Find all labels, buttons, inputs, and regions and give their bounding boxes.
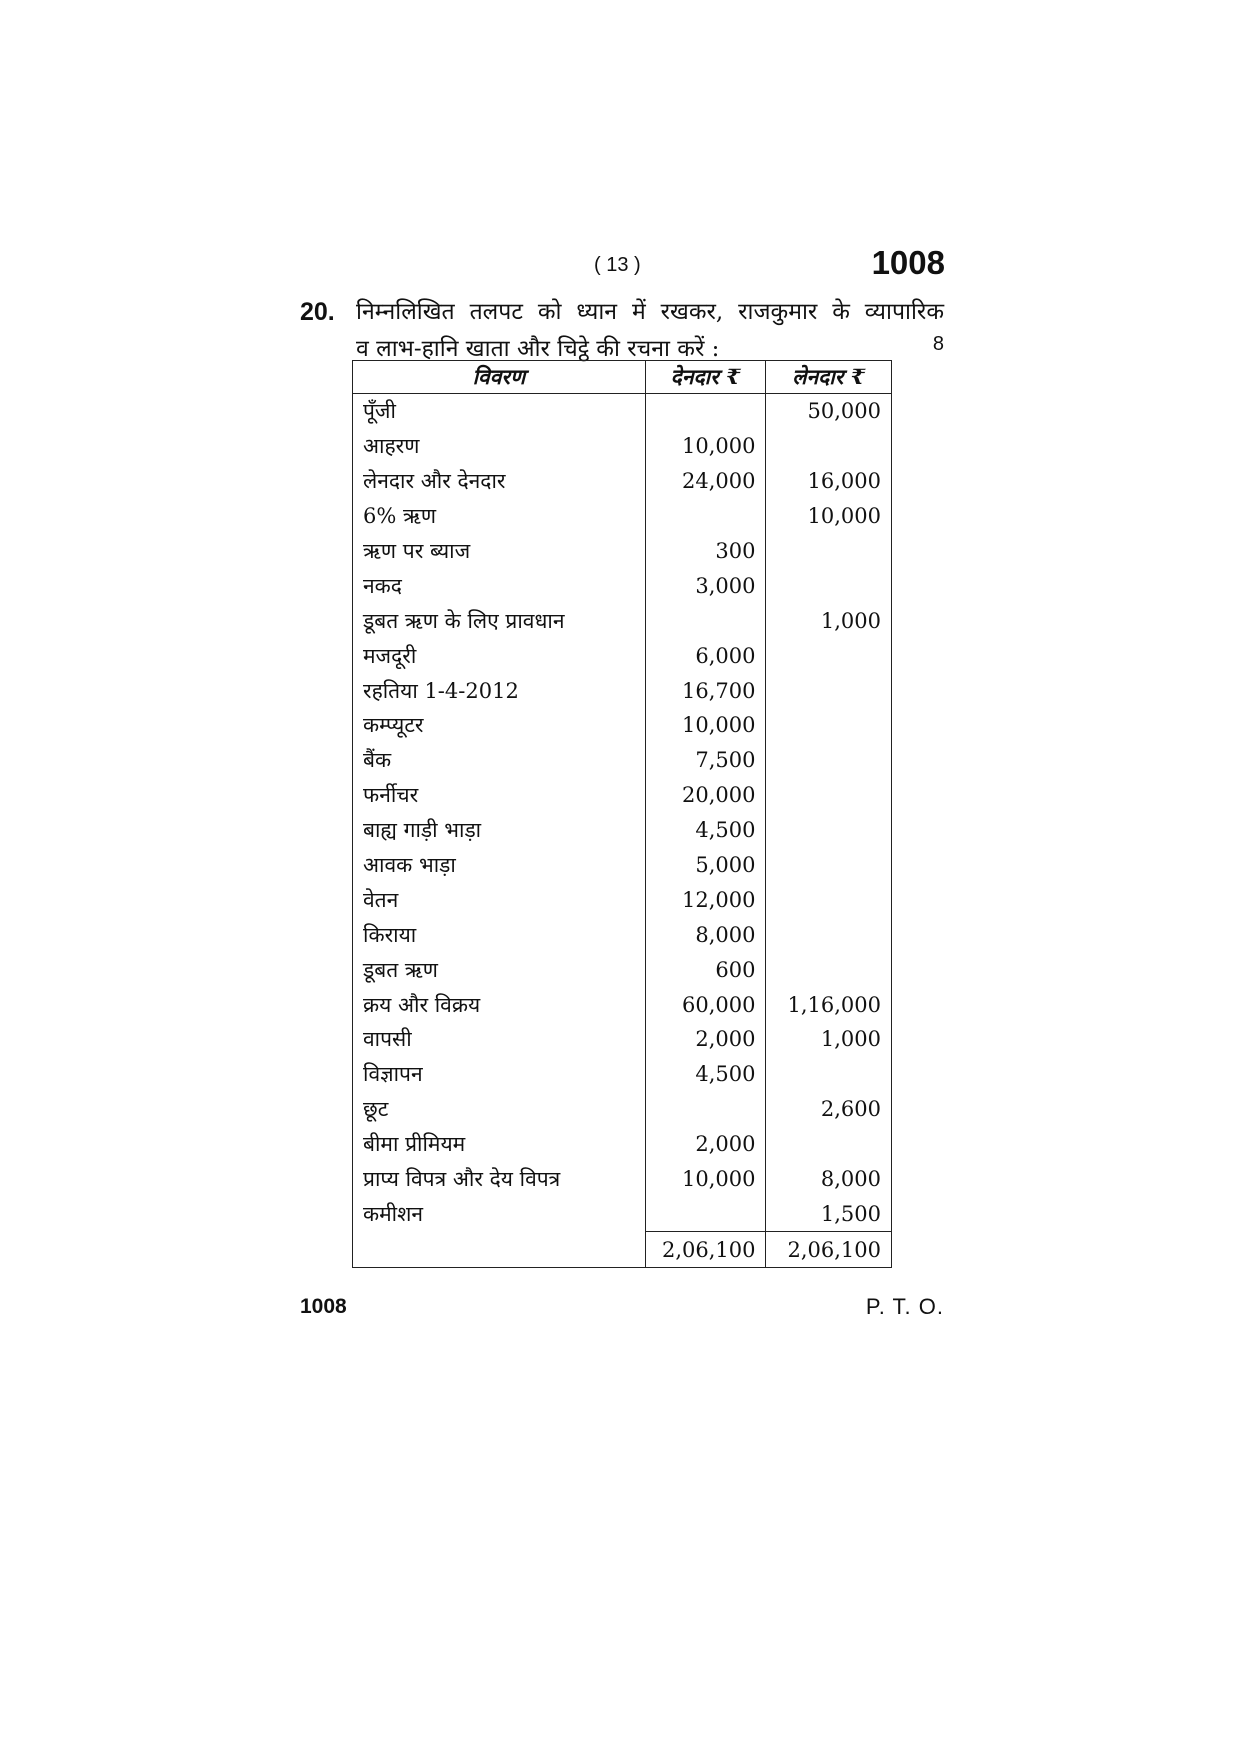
credit-cell <box>766 848 892 883</box>
table-header-row <box>353 361 892 394</box>
credit-cell <box>766 917 892 952</box>
table-row <box>353 743 892 778</box>
credit-cell: 10,000 <box>766 499 892 534</box>
table-row <box>353 1057 892 1092</box>
debit-cell: 2,000 <box>645 1022 766 1057</box>
question-number: 20. <box>300 298 335 326</box>
debit-cell <box>645 499 766 534</box>
table-row <box>353 673 892 708</box>
debit-cell <box>645 603 766 638</box>
column-header-debit: देनदार ₹ <box>645 361 766 394</box>
table-row <box>353 848 892 883</box>
particular-cell: आवक भाड़ा <box>353 848 646 883</box>
table-row <box>353 499 892 534</box>
page-number: ( 13 ) <box>594 254 641 276</box>
particular-cell: बाह्य गाड़ी भाड़ा <box>353 813 646 848</box>
column-header-particulars: विवरण <box>353 361 646 394</box>
credit-cell <box>766 568 892 603</box>
particular-cell <box>353 1232 646 1268</box>
debit-cell: 20,000 <box>645 778 766 813</box>
table-row <box>353 464 892 499</box>
credit-cell <box>766 952 892 987</box>
table-row <box>353 429 892 464</box>
particular-cell: रहतिया 1-4-2012 <box>353 673 646 708</box>
particular-cell: डूबत ऋण <box>353 952 646 987</box>
debit-cell: 3,000 <box>645 568 766 603</box>
credit-cell: 8,000 <box>766 1162 892 1197</box>
debit-cell: 300 <box>645 534 766 569</box>
debit-cell: 7,500 <box>645 743 766 778</box>
particular-cell: नकद <box>353 568 646 603</box>
particular-cell: 6% ऋण <box>353 499 646 534</box>
credit-cell: 2,06,100 <box>766 1232 892 1268</box>
credit-cell <box>766 429 892 464</box>
debit-cell: 6,000 <box>645 638 766 673</box>
credit-cell <box>766 673 892 708</box>
question-text-line-1: निम्नलिखित तलपट को ध्यान में रखकर, राजकुमार के व्यापारिक <box>356 299 944 325</box>
particular-cell: पूँजी <box>353 394 646 429</box>
table-row <box>353 708 892 743</box>
particular-cell: विज्ञापन <box>353 1057 646 1092</box>
credit-cell: 16,000 <box>766 464 892 499</box>
table-row <box>353 638 892 673</box>
debit-cell: 5,000 <box>645 848 766 883</box>
debit-cell <box>645 1092 766 1127</box>
table-row <box>353 568 892 603</box>
particular-cell: फर्नीचर <box>353 778 646 813</box>
debit-cell <box>645 394 766 429</box>
table-row <box>353 1196 892 1231</box>
debit-cell: 4,500 <box>645 813 766 848</box>
particular-cell: बीमा प्रीमियम <box>353 1127 646 1162</box>
credit-cell: 2,600 <box>766 1092 892 1127</box>
debit-cell: 24,000 <box>645 464 766 499</box>
credit-cell <box>766 1057 892 1092</box>
particular-cell: ऋण पर ब्याज <box>353 534 646 569</box>
particular-cell: कमीशन <box>353 1196 646 1231</box>
table-row <box>353 987 892 1022</box>
particular-cell: लेनदार और देनदार <box>353 464 646 499</box>
particular-cell: आहरण <box>353 429 646 464</box>
particular-cell: क्रय और विक्रय <box>353 987 646 1022</box>
table-row <box>353 394 892 429</box>
particular-cell: प्राप्य विपत्र और देय विपत्र <box>353 1162 646 1197</box>
credit-cell <box>766 778 892 813</box>
credit-cell: 1,500 <box>766 1196 892 1231</box>
credit-cell <box>766 638 892 673</box>
question-text-line-2: व लाभ-हानि खाता और चिट्ठे की रचना करें : <box>356 336 720 362</box>
debit-cell: 2,000 <box>645 1127 766 1162</box>
debit-cell: 10,000 <box>645 429 766 464</box>
question-marks: 8 <box>932 333 944 355</box>
debit-cell: 600 <box>645 952 766 987</box>
particular-cell: कम्प्यूटर <box>353 708 646 743</box>
credit-cell <box>766 882 892 917</box>
particular-cell: बैंक <box>353 743 646 778</box>
particular-cell: वापसी <box>353 1022 646 1057</box>
particular-cell: छूट <box>353 1092 646 1127</box>
debit-cell: 4,500 <box>645 1057 766 1092</box>
table-row <box>353 882 892 917</box>
debit-cell: 10,000 <box>645 708 766 743</box>
credit-cell <box>766 743 892 778</box>
particular-cell: डूबत ऋण के लिए प्रावधान <box>353 603 646 638</box>
debit-cell: 8,000 <box>645 917 766 952</box>
table-total-row <box>353 1232 892 1268</box>
particular-cell: किराया <box>353 917 646 952</box>
table-row <box>353 813 892 848</box>
pto-label: P. T. O. <box>865 1294 944 1319</box>
debit-cell: 16,700 <box>645 673 766 708</box>
table-row <box>353 952 892 987</box>
table-row <box>353 778 892 813</box>
table-row <box>353 534 892 569</box>
debit-cell: 12,000 <box>645 882 766 917</box>
credit-cell: 1,000 <box>766 603 892 638</box>
table-body <box>353 394 892 1268</box>
table-row <box>353 917 892 952</box>
debit-cell: 2,06,100 <box>645 1232 766 1268</box>
particular-cell: वेतन <box>353 882 646 917</box>
table-row <box>353 1162 892 1197</box>
paper-code-header: 1008 <box>871 244 945 281</box>
debit-cell: 60,000 <box>645 987 766 1022</box>
table-row <box>353 1127 892 1162</box>
particular-cell: मजदूरी <box>353 638 646 673</box>
table-row <box>353 1022 892 1057</box>
table-row <box>353 1092 892 1127</box>
credit-cell <box>766 813 892 848</box>
table-row <box>353 603 892 638</box>
credit-cell <box>766 708 892 743</box>
paper-code-footer: 1008 <box>300 1295 347 1318</box>
credit-cell <box>766 1127 892 1162</box>
credit-cell: 50,000 <box>766 394 892 429</box>
credit-cell: 1,000 <box>766 1022 892 1057</box>
debit-cell <box>645 1196 766 1231</box>
column-header-credit: लेनदार ₹ <box>766 361 892 394</box>
debit-cell: 10,000 <box>645 1162 766 1197</box>
credit-cell: 1,16,000 <box>766 987 892 1022</box>
trial-balance-table <box>352 360 892 1268</box>
credit-cell <box>766 534 892 569</box>
